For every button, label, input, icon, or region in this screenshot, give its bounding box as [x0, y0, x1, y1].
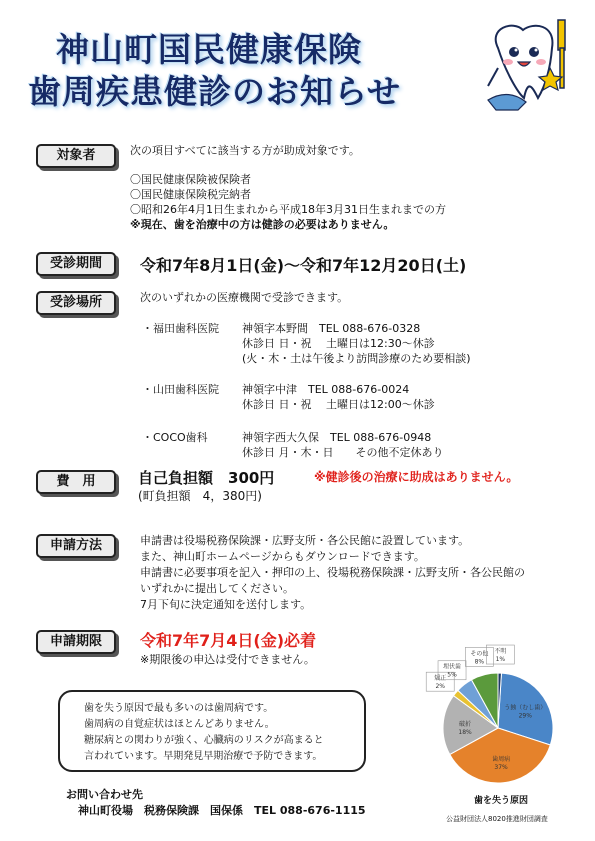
tooth-mascot-icon — [478, 18, 588, 128]
contact-detail: 神山町役場 税務保険課 国保係 TEL 088-676-1115 — [78, 804, 366, 817]
pie-label-name-4: 埋伏歯 — [443, 663, 462, 671]
chart-title: 歯を失う原因 — [474, 796, 529, 806]
cost-warning: ※健診後の治療に助成はありません。 — [314, 470, 519, 484]
pie-label-name-2: 破折 — [459, 720, 472, 728]
application-line-1: 申請書は役場税務保険課・広野支所・各公民館に設置しています。 — [140, 534, 470, 547]
period-value: 令和7年8月1日(金)～令和7年12月20日(土) — [140, 256, 467, 275]
pie-label-value-3: 2% — [435, 683, 445, 691]
application-line-3: 申請書に必要事項を記入・押印の上、役場税務保険課・広野支所・各公民館の — [140, 566, 525, 579]
deadline-note: ※期限後の申込は受付できません。 — [140, 653, 315, 666]
info-line-2: 歯周病の自覚症状はほとんどありません。 — [84, 719, 275, 730]
cost-sub: (町負担額 4，380円) — [138, 489, 262, 503]
cost-value: 自己負担額 300円 — [138, 469, 275, 487]
pie-label-value-4: 5% — [447, 671, 457, 679]
eligibility-note: ※現在、歯を治療中の方は健診の必要はありません。 — [130, 218, 395, 231]
application-label: 申請方法 — [36, 534, 116, 558]
page-title-line1: 神山町国民健康保険 — [56, 30, 362, 69]
clinic-address-fukuda: 神領字本野間 TEL 088-676-0328 — [242, 322, 421, 335]
pie-label-name-5: その他 — [470, 650, 489, 658]
chart-source: 公益財団法人8020推進財団調査 — [446, 815, 548, 823]
clinic-address-yamada: 神領字中津 TEL 088-676-0024 — [242, 383, 410, 396]
info-line-3: 糖尿病との関わりが強く、心臓病のリスクが高まると — [84, 735, 324, 746]
pie-label-value-6: 1% — [495, 656, 506, 664]
pie-label-name-6: 不明 — [494, 648, 507, 656]
eligibility-item-2: 〇国民健康保険税完納者 — [130, 188, 251, 201]
clinic-name-coco: ・COCO歯科 — [142, 431, 208, 444]
pie-label-name-3: 矯正 — [434, 675, 447, 683]
period-label: 受診期間 — [36, 252, 116, 276]
info-line-4: 言われています。早期発見早期治療で予防できます。 — [84, 751, 323, 762]
eligibility-item-3: 〇昭和26年4月1日生まれから平成18年3月31日生まれまでの方 — [130, 203, 446, 216]
clinic-hours-coco: 休診日 月・木・日 その他不定休あり — [242, 446, 444, 459]
clinic-name-yamada: ・山田歯科医院 — [142, 383, 219, 396]
eligibility-item-1: 〇国民健康保険被保険者 — [130, 173, 251, 186]
info-box — [58, 690, 366, 772]
clinic-hours-fukuda: 休診日 日・祝 土曜日は12:30～休診 — [242, 337, 435, 350]
deadline-label: 申請期限 — [36, 630, 116, 654]
info-line-1: 歯を失う原因で最も多いのは歯周病です。 — [84, 703, 274, 714]
pie-label-value-5: 8% — [474, 658, 485, 666]
clinic-hours-yamada: 休診日 日・祝 土曜日は12:00～休診 — [242, 398, 435, 411]
application-line-5: 7月下旬に決定通知を送付します。 — [140, 598, 312, 611]
pie-label-name-1: 歯周病 — [492, 755, 511, 763]
clinic-address-coco: 神領字西大久保 TEL 088-676-0948 — [242, 431, 432, 444]
eligibility-label: 対象者 — [36, 144, 116, 168]
pie-label-value-1: 37% — [494, 763, 508, 771]
location-intro: 次のいずれかの医療機関で受診できます。 — [140, 291, 349, 304]
deadline-value: 令和7年7月4日(金)必着 — [140, 631, 317, 650]
application-line-4: いずれかに提出してください。 — [140, 582, 294, 595]
contact-heading: お問い合わせ先 — [66, 788, 143, 801]
pie-label-value-2: 18% — [458, 728, 472, 736]
pie-label-value-0: 29% — [518, 712, 532, 720]
clinic-note-fukuda: (火・木・土は午後より訪問診療のため要相談) — [242, 352, 471, 365]
location-label: 受診場所 — [36, 291, 116, 315]
cost-label: 費 用 — [36, 470, 116, 494]
pie-label-name-0: う蝕（むし歯） — [504, 704, 547, 712]
clinic-name-fukuda: ・福田歯科医院 — [142, 322, 219, 335]
page-title-line2: 歯周疾患健診のお知らせ — [28, 72, 402, 111]
application-line-2: また、神山町ホームページからもダウンロードできます。 — [140, 550, 425, 563]
eligibility-intro: 次の項目すべてに該当する方が助成対象です。 — [130, 144, 360, 157]
